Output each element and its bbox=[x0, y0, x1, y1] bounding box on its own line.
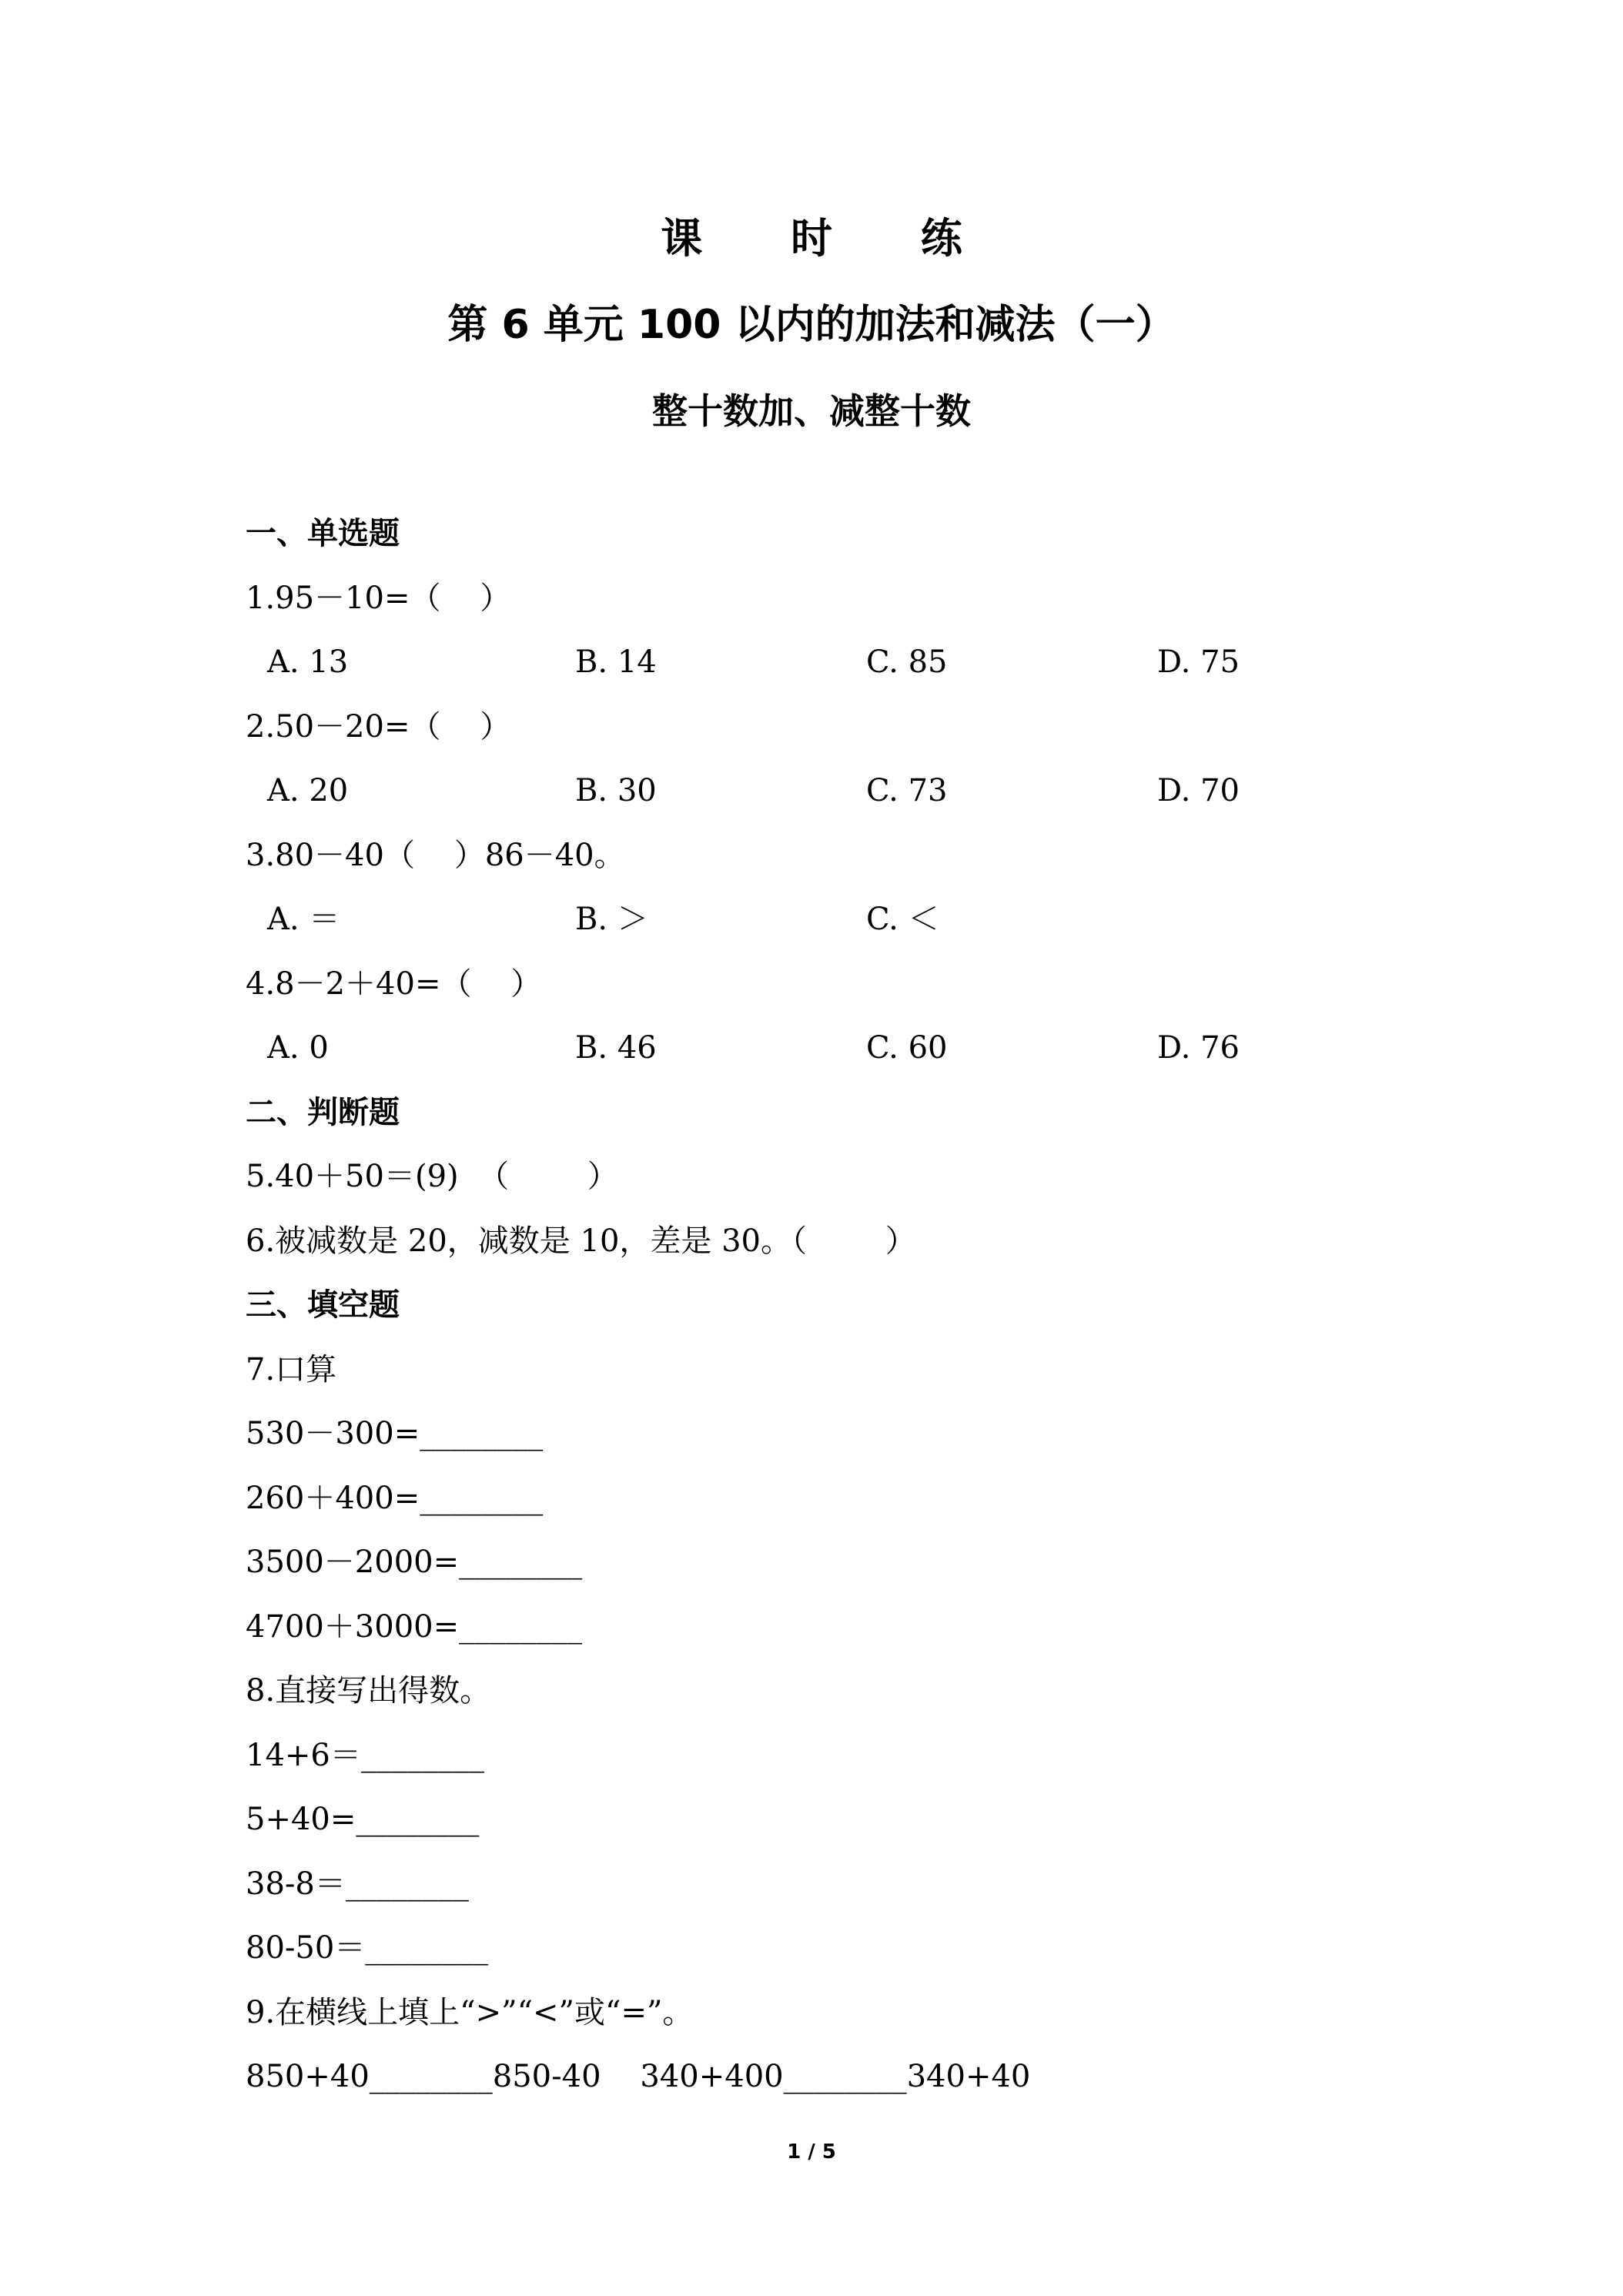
question-8-item: 5+40=________ bbox=[246, 1802, 480, 1837]
option-c: C. 85 bbox=[866, 644, 948, 680]
unit-title: 第 6 单元 100 以内的加法和减法（一） bbox=[447, 302, 1176, 348]
question-7-item: 3500－2000=________ bbox=[246, 1545, 583, 1580]
option-d: D. 76 bbox=[1157, 1030, 1240, 1066]
question-3-stem: 3.80－40（ ）86－40。 bbox=[246, 837, 625, 873]
question-6-stem: 6.被减数是 20，减数是 10，差是 30。（ ） bbox=[246, 1223, 916, 1259]
option-c: C. ＜ bbox=[866, 902, 939, 937]
question-9-stem: 9.在横线上填上“>”“<”或“=”。 bbox=[246, 1994, 694, 2030]
question-8-item: 14+6＝________ bbox=[246, 1737, 484, 1773]
question-1-options bbox=[246, 631, 1400, 695]
option-c: C. 73 bbox=[866, 773, 948, 808]
option-a: A. 0 bbox=[267, 1030, 329, 1066]
question-1-stem: 1.95－10=（ ） bbox=[246, 580, 511, 616]
lesson-title: 整十数加、减整十数 bbox=[652, 390, 971, 432]
option-a: A. 20 bbox=[267, 773, 349, 808]
question-7-item: 4700＋3000=________ bbox=[246, 1608, 583, 1645]
question-4-options bbox=[246, 1016, 1400, 1081]
page-title: 课 时 练 bbox=[661, 214, 999, 263]
option-b: B. ＞ bbox=[575, 902, 648, 937]
question-2-stem: 2.50－20=（ ） bbox=[246, 708, 511, 745]
question-5-stem: 5.40＋50＝(9) （ ） bbox=[246, 1159, 618, 1194]
question-7-item: 260＋400=________ bbox=[246, 1480, 544, 1516]
question-4-stem: 4.8－2＋40=（ ） bbox=[246, 966, 542, 1002]
option-b: B. 30 bbox=[575, 773, 657, 808]
question-7-item: 530－300=________ bbox=[246, 1416, 544, 1451]
option-b: B. 14 bbox=[575, 644, 657, 680]
section-heading-single-choice: 一、单选题 bbox=[246, 516, 400, 551]
worksheet-content bbox=[246, 502, 1400, 2110]
option-c: C. 60 bbox=[866, 1030, 948, 1066]
option-a: A. ＝ bbox=[267, 902, 340, 937]
option-a: A. 13 bbox=[267, 644, 349, 680]
option-b: B. 46 bbox=[575, 1030, 657, 1066]
option-d: D. 75 bbox=[1157, 644, 1240, 680]
question-8-item: 80-50＝________ bbox=[246, 1930, 489, 1966]
question-3-options bbox=[246, 888, 1400, 952]
page-number: 1 / 5 bbox=[787, 2140, 836, 2164]
question-2-options bbox=[246, 759, 1400, 824]
question-7-stem: 7.口算 bbox=[246, 1351, 337, 1387]
question-8-stem: 8.直接写出得数。 bbox=[246, 1673, 491, 1709]
question-9-line: 850+40________850-40 340+400________340+40 bbox=[246, 2059, 1031, 2094]
question-8-item: 38-8＝________ bbox=[246, 1866, 469, 1902]
option-d: D. 70 bbox=[1157, 773, 1240, 808]
section-heading-fill-in: 三、填空题 bbox=[246, 1287, 400, 1323]
section-heading-true-false: 二、判断题 bbox=[246, 1094, 400, 1130]
